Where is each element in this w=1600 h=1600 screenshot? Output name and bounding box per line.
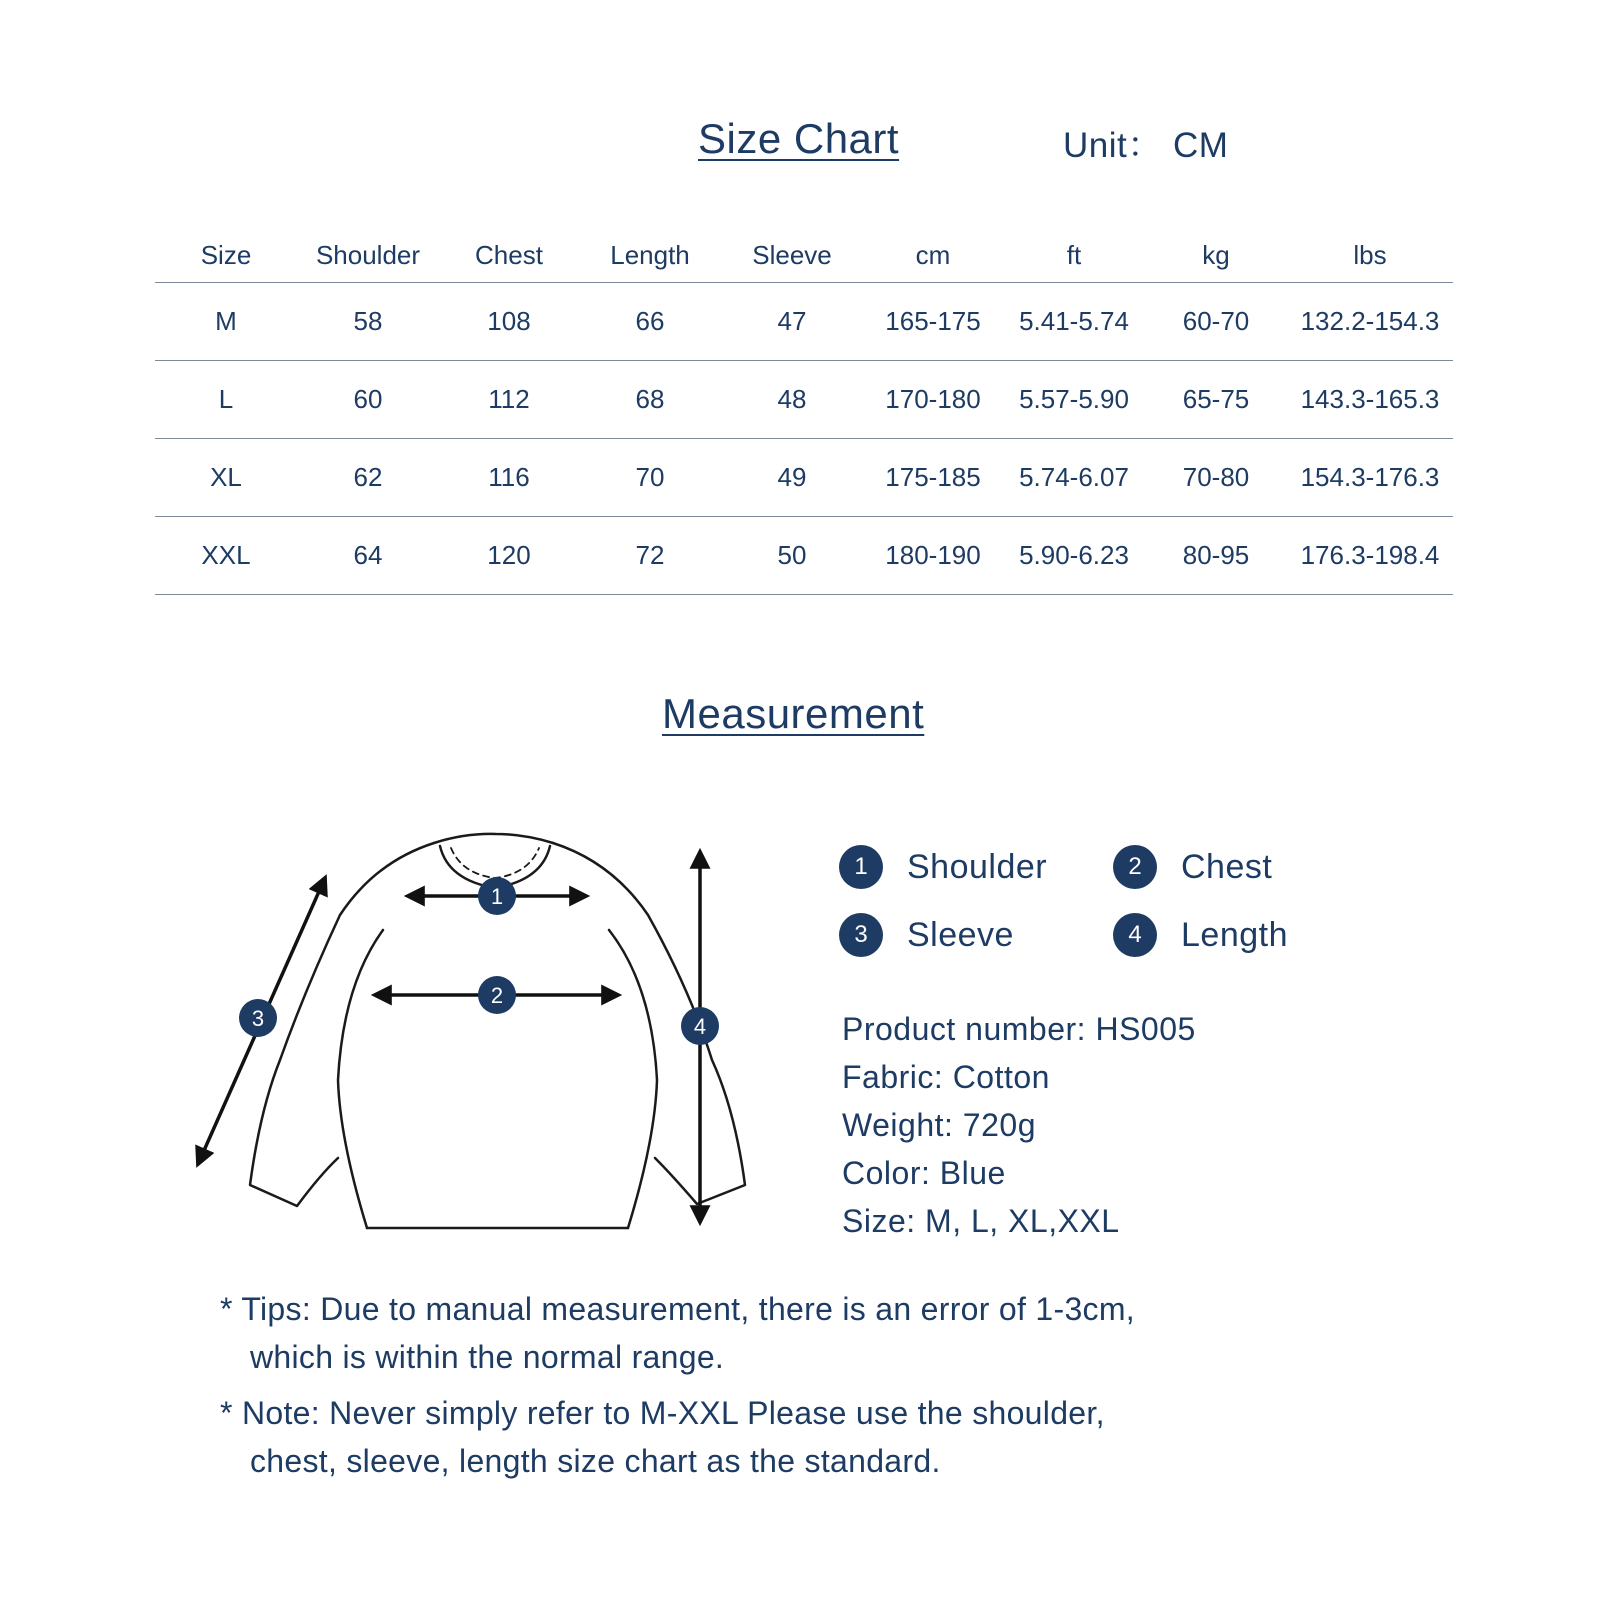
table-cell: 60-70 <box>1145 283 1287 361</box>
column-header: Length <box>579 228 721 283</box>
marker-number: 1 <box>490 884 504 909</box>
table-cell: 180-190 <box>863 517 1003 595</box>
table-cell: 170-180 <box>863 361 1003 439</box>
column-header: kg <box>1145 228 1287 283</box>
table-cell: 65-75 <box>1145 361 1287 439</box>
table-cell: 5.57-5.90 <box>1003 361 1145 439</box>
product-weight: Weight: 720g <box>842 1107 1036 1143</box>
legend-label: Sleeve <box>907 915 1014 954</box>
table-cell: 132.2-154.3 <box>1287 283 1453 361</box>
tips-line: * Tips: Due to manual measurement, there is an error of 1-3cm, <box>220 1291 1135 1327</box>
table-cell: M <box>155 283 297 361</box>
column-header: lbs <box>1287 228 1453 283</box>
table-cell: 5.90-6.23 <box>1003 517 1145 595</box>
legend-label: Chest <box>1181 847 1273 886</box>
table-row <box>155 361 1453 439</box>
legend-item-shoulder <box>839 845 1047 889</box>
legend-label: Shoulder <box>907 847 1048 886</box>
legend-badge: 4 <box>1113 913 1157 957</box>
table-cell: 5.74-6.07 <box>1003 439 1145 517</box>
legend-badge: 2 <box>1113 845 1157 889</box>
table-cell: XXL <box>155 517 297 595</box>
note-line: * Note: Never simply refer to M-XXL Please use the shoulder, <box>220 1395 1105 1431</box>
column-header: ft <box>1003 228 1145 283</box>
table-row <box>155 283 1453 361</box>
table-cell: 165-175 <box>863 283 1003 361</box>
marker-2 <box>478 976 516 1014</box>
marker-number: 3 <box>251 1006 265 1031</box>
table-cell: 49 <box>721 439 863 517</box>
product-info <box>842 1005 1196 1245</box>
legend-item-sleeve <box>839 913 1014 957</box>
product-number: Product number: HS005 <box>842 1011 1196 1047</box>
note-line: chest, sleeve, length size chart as the standard. <box>250 1443 941 1479</box>
measurement-title: Measurement <box>662 690 925 737</box>
table-cell: 108 <box>439 283 579 361</box>
table-cell: 70 <box>579 439 721 517</box>
marker-3 <box>239 999 277 1037</box>
table-row <box>155 439 1453 517</box>
table-cell: 72 <box>579 517 721 595</box>
marker-4 <box>681 1007 719 1045</box>
table-cell: 120 <box>439 517 579 595</box>
size-chart-title: Size Chart <box>698 115 900 162</box>
column-header: Sleeve <box>721 228 863 283</box>
column-header: cm <box>863 228 1003 283</box>
measurement-arrows <box>198 852 700 1222</box>
table-cell: 175-185 <box>863 439 1003 517</box>
table-cell: 60 <box>297 361 439 439</box>
legend-item-length <box>1113 913 1288 957</box>
sweater-measurement-diagram <box>180 825 760 1245</box>
table-cell: 68 <box>579 361 721 439</box>
table-cell: 62 <box>297 439 439 517</box>
table-cell: 70-80 <box>1145 439 1287 517</box>
marker-number: 2 <box>490 983 504 1008</box>
product-sizes: Size: M, L, XL,XXL <box>842 1203 1120 1239</box>
table-cell: 66 <box>579 283 721 361</box>
unit-label: Unit： CM <box>1063 126 1229 165</box>
column-header: Shoulder <box>297 228 439 283</box>
table-row <box>155 517 1453 595</box>
table-cell: 154.3-176.3 <box>1287 439 1453 517</box>
product-fabric: Fabric: Cotton <box>842 1059 1050 1095</box>
column-header: Chest <box>439 228 579 283</box>
table-cell: 47 <box>721 283 863 361</box>
size-table-header <box>155 228 1453 283</box>
legend-badge: 1 <box>839 845 883 889</box>
table-cell: 80-95 <box>1145 517 1287 595</box>
table-cell: 5.41-5.74 <box>1003 283 1145 361</box>
legend-item-chest <box>1113 845 1272 889</box>
table-cell: 48 <box>721 361 863 439</box>
table-cell: L <box>155 361 297 439</box>
table-cell: 64 <box>297 517 439 595</box>
table-cell: 50 <box>721 517 863 595</box>
size-table <box>155 228 1453 595</box>
legend-label: Length <box>1181 915 1288 954</box>
table-cell: XL <box>155 439 297 517</box>
column-header: Size <box>155 228 297 283</box>
product-color: Color: Blue <box>842 1155 1006 1191</box>
table-cell: 176.3-198.4 <box>1287 517 1453 595</box>
legend-badge: 3 <box>839 913 883 957</box>
marker-1 <box>478 877 516 915</box>
table-cell: 58 <box>297 283 439 361</box>
standard-note <box>220 1389 1105 1485</box>
tips-line: which is within the normal range. <box>250 1339 725 1375</box>
table-cell: 143.3-165.3 <box>1287 361 1453 439</box>
tips-note <box>220 1285 1135 1381</box>
table-cell: 112 <box>439 361 579 439</box>
marker-number: 4 <box>693 1014 707 1039</box>
table-cell: 116 <box>439 439 579 517</box>
